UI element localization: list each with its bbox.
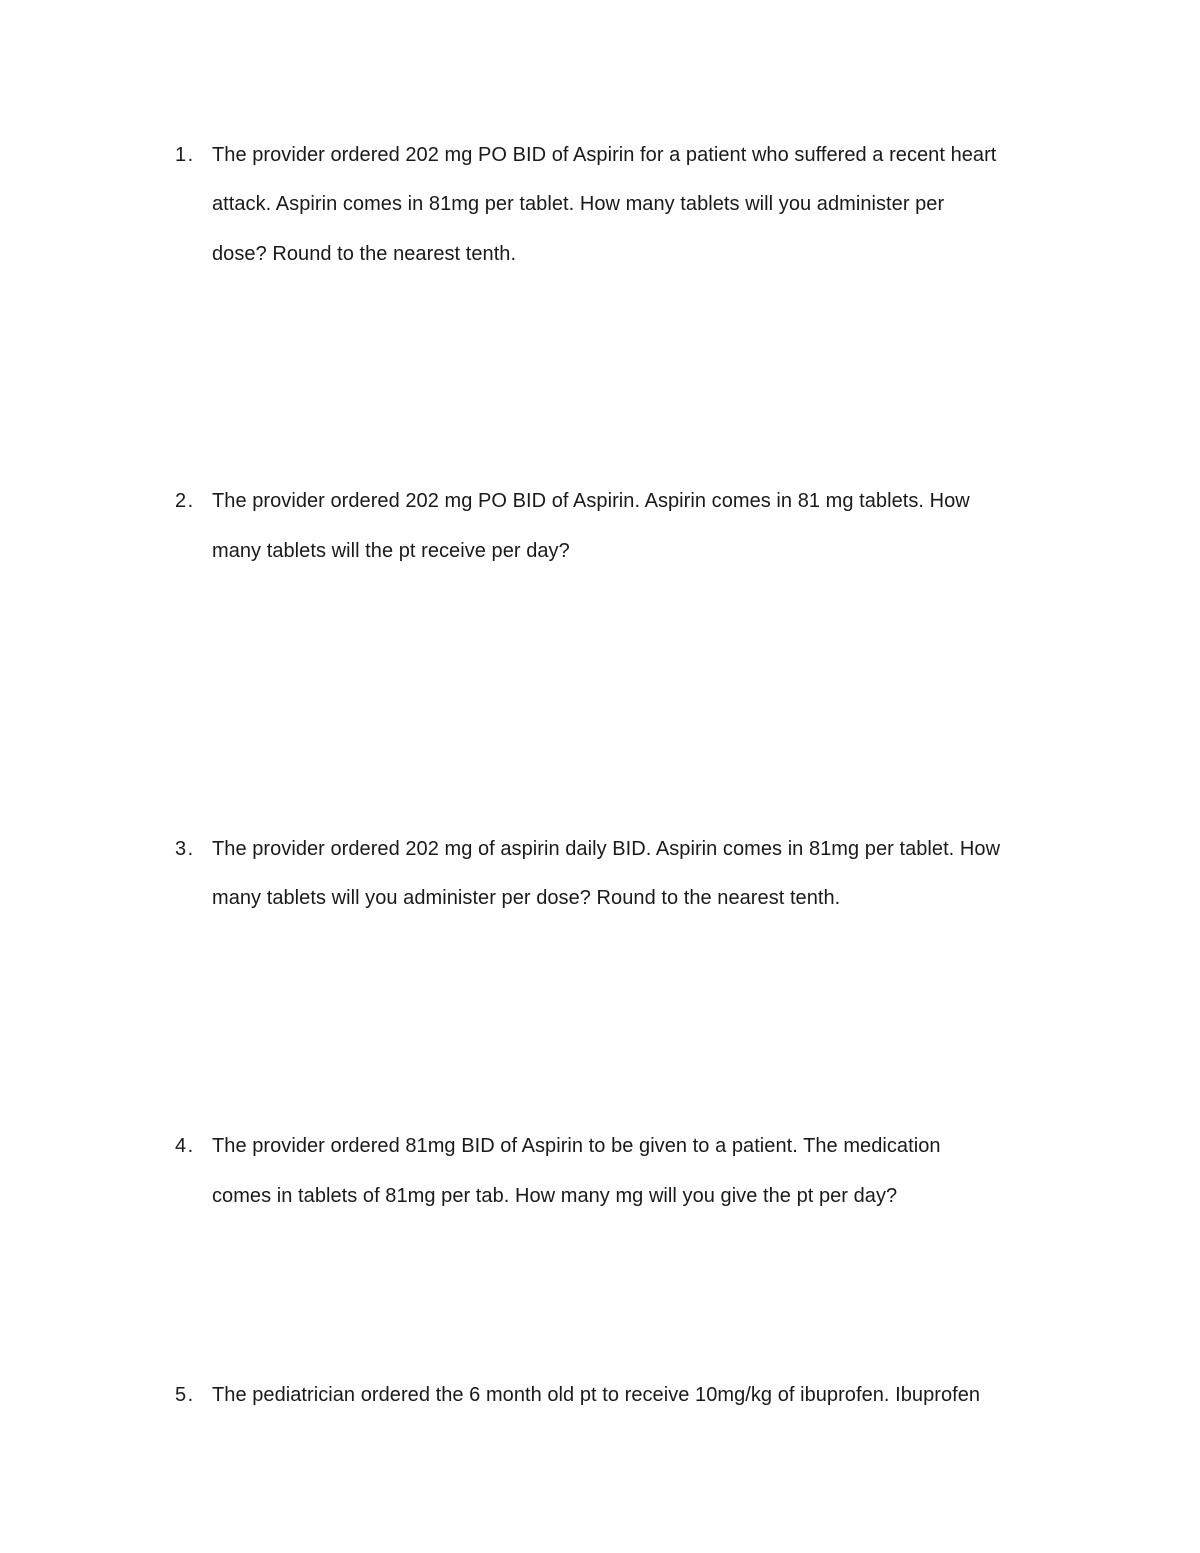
question-number: 2. bbox=[175, 490, 195, 512]
question-text-line: attack. Aspirin comes in 81mg per tablet. How many tablets will you administer per bbox=[212, 193, 945, 215]
question-number: 4. bbox=[175, 1135, 195, 1157]
question-text-line: dose? Round to the nearest tenth. bbox=[212, 243, 517, 265]
question-text-line: many tablets will the pt receive per day? bbox=[212, 540, 570, 562]
question-number: 5. bbox=[175, 1384, 195, 1406]
question-text-line: many tablets will you administer per dose? Round to the nearest tenth. bbox=[212, 887, 841, 909]
question-text-line: comes in tablets of 81mg per tab. How many mg will you give the pt per day? bbox=[212, 1185, 898, 1207]
question-text-line: The provider ordered 202 mg PO BID of Aspirin for a patient who suffered a recent heart bbox=[212, 144, 997, 166]
question-number: 3. bbox=[175, 838, 195, 860]
question-number: 1. bbox=[175, 144, 195, 166]
question-text-line: The provider ordered 81mg BID of Aspirin to be given to a patient. The medication bbox=[212, 1135, 941, 1157]
question-text-line: The provider ordered 202 mg of aspirin daily BID. Aspirin comes in 81mg per tablet. How bbox=[212, 838, 1001, 860]
question-text-line: The provider ordered 202 mg PO BID of Aspirin. Aspirin comes in 81 mg tablets. How bbox=[212, 490, 970, 512]
question-text-line: The pediatrician ordered the 6 month old pt to receive 10mg/kg of ibuprofen. Ibuprofen bbox=[212, 1384, 981, 1406]
